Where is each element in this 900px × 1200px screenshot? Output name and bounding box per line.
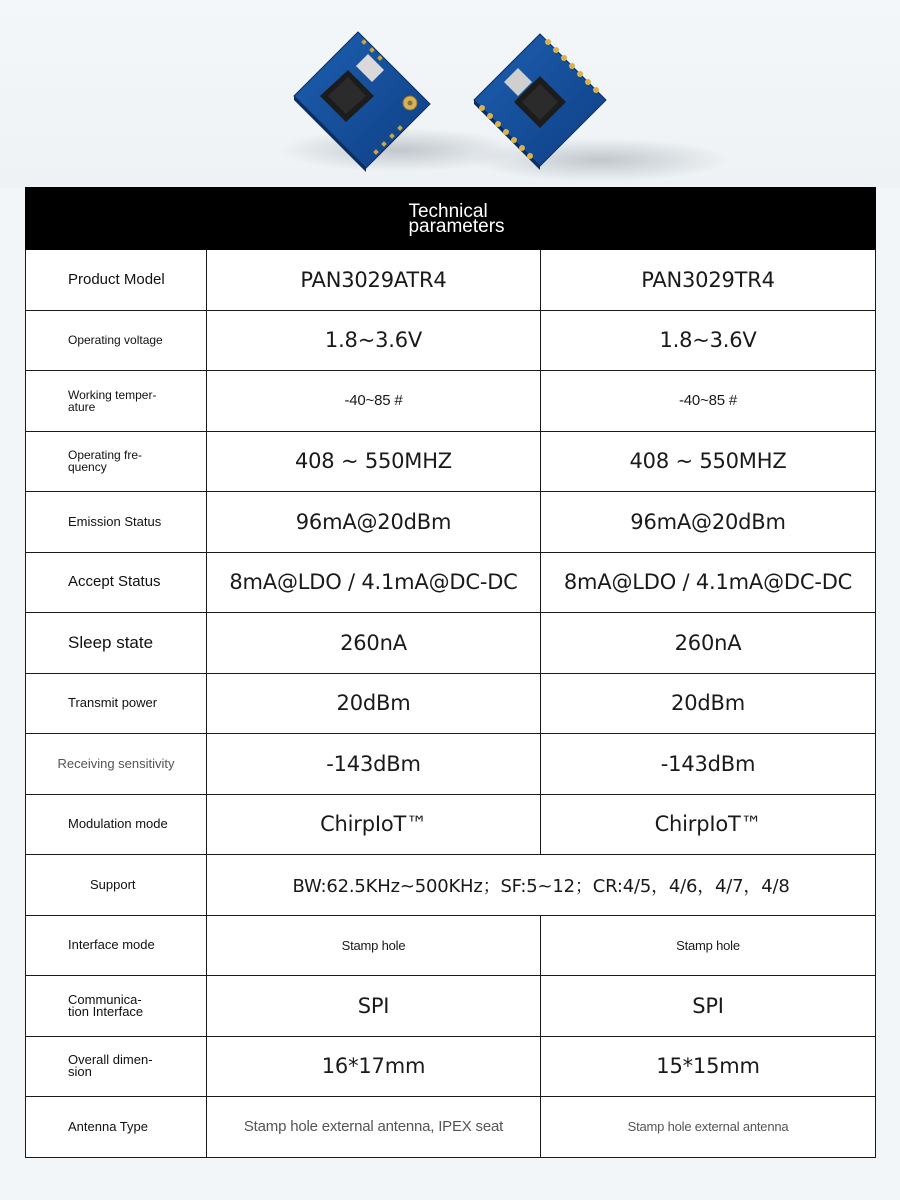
right-module-image	[470, 34, 730, 182]
row-label-communication-interface-l1: Communica-	[68, 991, 142, 1007]
sleep-state-a: 260nA	[207, 613, 541, 674]
emission-status-a: 96mA@20dBm	[207, 492, 541, 553]
row-label-overall-dimension-l1: Overall dimen-	[68, 1052, 153, 1068]
row-label-overall-dimension-l2: sion	[68, 1064, 92, 1080]
sleep-state-b: 260nA	[541, 613, 876, 674]
row-label-emission-status: Emission Status	[26, 492, 207, 553]
operating-voltage-a: 1.8~3.6V	[207, 310, 541, 371]
row-label-operating-frequency-l1: Operating fre-	[68, 448, 143, 463]
transmit-power-b: 20dBm	[541, 673, 876, 734]
row-label-support: Support	[26, 855, 207, 916]
support-value: BW:62.5KHz~500KHz；SF:5~12；CR:4/5，4/6，4/7，4/8	[207, 855, 876, 916]
operating-frequency-b: 408 ~ 550MHZ	[541, 431, 876, 492]
receiving-sensitivity-b: -143dBm	[541, 734, 876, 795]
table-row	[26, 371, 876, 432]
table-row	[26, 1097, 876, 1158]
table-row	[26, 552, 876, 613]
product-model-b: PAN3029TR4	[541, 250, 876, 311]
row-label-accept-status: Accept Status	[26, 552, 207, 613]
table-title-line2: parameters	[408, 215, 505, 237]
working-temperature-a: -40~85 #	[207, 371, 541, 432]
row-label-overall-dimension	[26, 1036, 207, 1097]
row-label-modulation-mode: Modulation mode	[26, 794, 207, 855]
table-row	[26, 310, 876, 371]
table-row	[26, 855, 876, 916]
table-row	[26, 250, 876, 311]
row-label-communication-interface	[26, 976, 207, 1037]
table-row	[26, 431, 876, 492]
operating-voltage-b: 1.8~3.6V	[541, 310, 876, 371]
table-row	[26, 794, 876, 855]
row-label-product-model: Product Model	[26, 250, 207, 311]
antenna-type-b: Stamp hole external antenna	[541, 1097, 876, 1158]
interface-mode-b: Stamp hole	[541, 915, 876, 976]
row-label-receiving-sensitivity: Receiving sensitivity	[26, 734, 207, 795]
table-title	[26, 188, 876, 250]
row-label-operating-voltage: Operating voltage	[26, 310, 207, 371]
table-row	[26, 734, 876, 795]
row-label-operating-frequency-l2: quency	[68, 460, 107, 475]
row-label-communication-interface-l2: tion Interface	[68, 1003, 144, 1019]
row-label-antenna-type: Antenna Type	[26, 1097, 207, 1158]
row-label-interface-mode: Interface mode	[26, 915, 207, 976]
overall-dimension-b: 15*15mm	[541, 1036, 876, 1097]
modulation-mode-b: ChirpIoT™	[541, 794, 876, 855]
row-label-working-temperature-l2: ature	[68, 399, 96, 414]
row-label-working-temperature-l1: Working temper-	[68, 387, 157, 402]
product-model-a: PAN3029ATR4	[207, 250, 541, 311]
transmit-power-a: 20dBm	[207, 673, 541, 734]
operating-frequency-a: 408 ~ 550MHZ	[207, 431, 541, 492]
emission-status-b: 96mA@20dBm	[541, 492, 876, 553]
working-temperature-b: -40~85 #	[541, 371, 876, 432]
table-title-line1: Technical	[408, 200, 488, 222]
table-row	[26, 613, 876, 674]
accept-status-b: 8mA@LDO / 4.1mA@DC-DC	[541, 552, 876, 613]
table-row	[26, 1036, 876, 1097]
table-row	[26, 915, 876, 976]
table-row	[26, 976, 876, 1037]
communication-interface-b: SPI	[541, 976, 876, 1037]
antenna-type-a: Stamp hole external antenna, IPEX seat	[207, 1097, 541, 1158]
accept-status-a: 8mA@LDO / 4.1mA@DC-DC	[207, 552, 541, 613]
interface-mode-a: Stamp hole	[207, 915, 541, 976]
receiving-sensitivity-a: -143dBm	[207, 734, 541, 795]
table-row	[26, 492, 876, 553]
product-photo-banner	[0, 0, 900, 188]
row-label-transmit-power: Transmit power	[26, 673, 207, 734]
communication-interface-a: SPI	[207, 976, 541, 1037]
modulation-mode-a: ChirpIoT™	[207, 794, 541, 855]
technical-parameters-table	[25, 187, 875, 1158]
row-label-working-temperature	[26, 371, 207, 432]
row-label-sleep-state: Sleep state	[26, 613, 207, 674]
overall-dimension-a: 16*17mm	[207, 1036, 541, 1097]
table-row	[26, 673, 876, 734]
row-label-operating-frequency	[26, 431, 207, 492]
